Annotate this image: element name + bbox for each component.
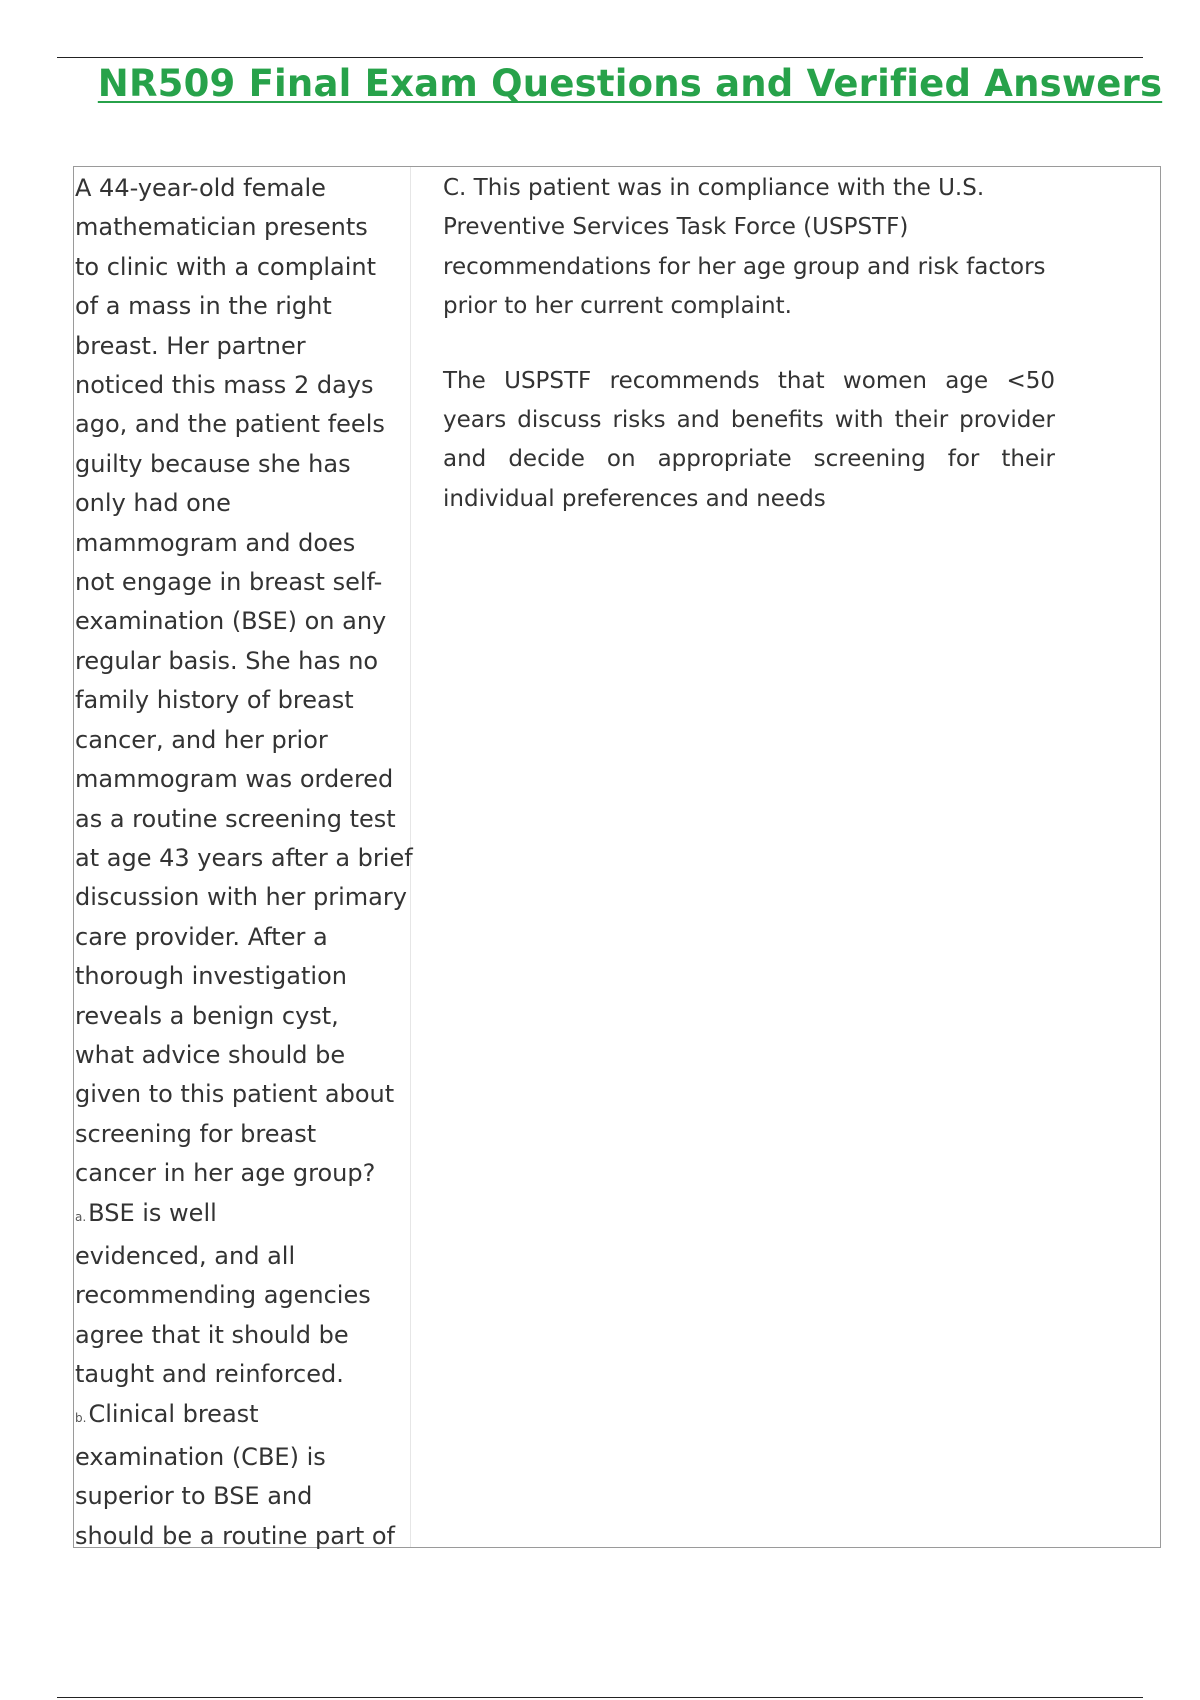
rationale-text: The USPSTF recommends that women age <50 years discuss risks and benefits with their provider and decide on appropriate screening for their individual preferences and needs bbox=[443, 367, 1055, 512]
answer-text: C. This patient was in compliance with the U.S. Preventive Services Task Force (USPSTF) recommendations for her age group and risk factors prior to her current complaint. bbox=[443, 175, 1046, 320]
option-b-text: Clinical breast bbox=[88, 1399, 259, 1428]
option-a-line: evidenced, and all bbox=[75, 1241, 296, 1270]
question-line: family history of breast bbox=[75, 686, 354, 715]
answer-cell bbox=[443, 169, 1055, 519]
option-b-line: should be a routine part of bbox=[75, 1521, 396, 1550]
option-b-first-line bbox=[75, 1395, 407, 1438]
question-line: what advice should be bbox=[75, 1040, 346, 1069]
question-line: ago, and the patient feels bbox=[75, 410, 385, 439]
option-a-letter: a. bbox=[75, 1209, 87, 1224]
option-a-first-line bbox=[75, 1194, 407, 1237]
qa-table bbox=[73, 166, 1161, 1548]
question-line: only had one bbox=[75, 489, 231, 518]
option-a-text: BSE is well bbox=[88, 1198, 217, 1227]
question-line: given to this patient about bbox=[75, 1080, 395, 1109]
question-line: to clinic with a complaint bbox=[75, 252, 376, 281]
option-b-line: examination (CBE) is bbox=[75, 1443, 326, 1471]
option-a-line: recommending agencies bbox=[75, 1281, 371, 1310]
question-line: of a mass in the right bbox=[75, 292, 332, 321]
question-line: mathematician presents bbox=[75, 213, 368, 242]
question-line: mammogram and does bbox=[75, 528, 356, 557]
question-line: not engage in breast self- bbox=[75, 568, 383, 597]
top-rule bbox=[57, 57, 1143, 58]
question-line: at age 43 years after a brief bbox=[75, 843, 413, 872]
question-line: noticed this mass 2 days bbox=[75, 371, 374, 400]
option-a-line: taught and reinforced. bbox=[75, 1360, 344, 1389]
question-line: care provider. After a bbox=[75, 922, 328, 951]
question-line: mammogram was ordered bbox=[75, 765, 394, 794]
option-a-line: agree that it should be bbox=[75, 1320, 349, 1349]
question-line: discussion with her primary bbox=[75, 883, 407, 912]
question-line: thorough investigation bbox=[75, 962, 347, 991]
question-line: breast. Her partner bbox=[75, 331, 306, 360]
question-line: regular basis. She has no bbox=[75, 646, 379, 675]
question-line: A 44-year-old female bbox=[75, 174, 326, 202]
question-line: guilty because she has bbox=[75, 449, 351, 478]
option-b-letter: b. bbox=[75, 1410, 87, 1425]
question-line: examination (BSE) on any bbox=[75, 607, 387, 636]
question-line: as a routine screening test bbox=[75, 804, 396, 833]
bottom-rule bbox=[57, 1697, 1143, 1698]
question-cell bbox=[75, 169, 413, 1556]
question-line: cancer in her age group? bbox=[75, 1159, 376, 1188]
option-b-line: superior to BSE and bbox=[75, 1482, 313, 1511]
document-title: NR509 Final Exam Questions and Verified Answers bbox=[97, 62, 1163, 105]
question-line: screening for breast bbox=[75, 1119, 317, 1148]
question-line: reveals a benign cyst, bbox=[75, 1001, 339, 1030]
question-line: cancer, and her prior bbox=[75, 725, 328, 754]
